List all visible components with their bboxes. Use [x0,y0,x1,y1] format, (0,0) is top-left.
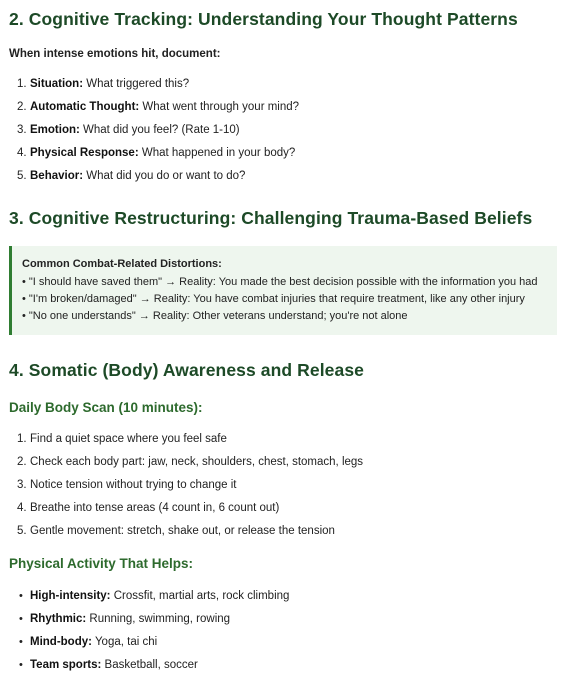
callout-item: • "I should have saved them" → Reality: You made the best decision possible with the information you had [22,276,538,288]
bullet-icon: • [19,613,23,625]
callout-item: • "I'm broken/damaged" → Reality: You have combat injuries that require treatment, like any other injury [22,293,525,305]
bullet-icon: • [19,659,23,671]
section-3-heading: 3. Cognitive Restructuring: Challenging Trauma-Based Beliefs [9,208,533,228]
section-4-heading: 4. Somatic (Body) Awareness and Release [9,360,365,380]
callout-title: Common Combat-Related Distortions: [22,258,222,270]
body-scan-heading: Daily Body Scan (10 minutes): [9,400,203,415]
callout-item: • "No one understands" → Reality: Other veterans understand; you're not alone [22,310,408,322]
section-2-heading: 2. Cognitive Tracking: Understanding Your Thought Patterns [9,9,518,29]
physical-activity-heading: Physical Activity That Helps: [9,556,194,571]
bullet-icon: • [19,590,23,602]
section-2-lead: When intense emotions hit, document: [9,48,221,60]
distortions-callout [9,246,557,335]
bullet-icon: • [19,636,23,648]
